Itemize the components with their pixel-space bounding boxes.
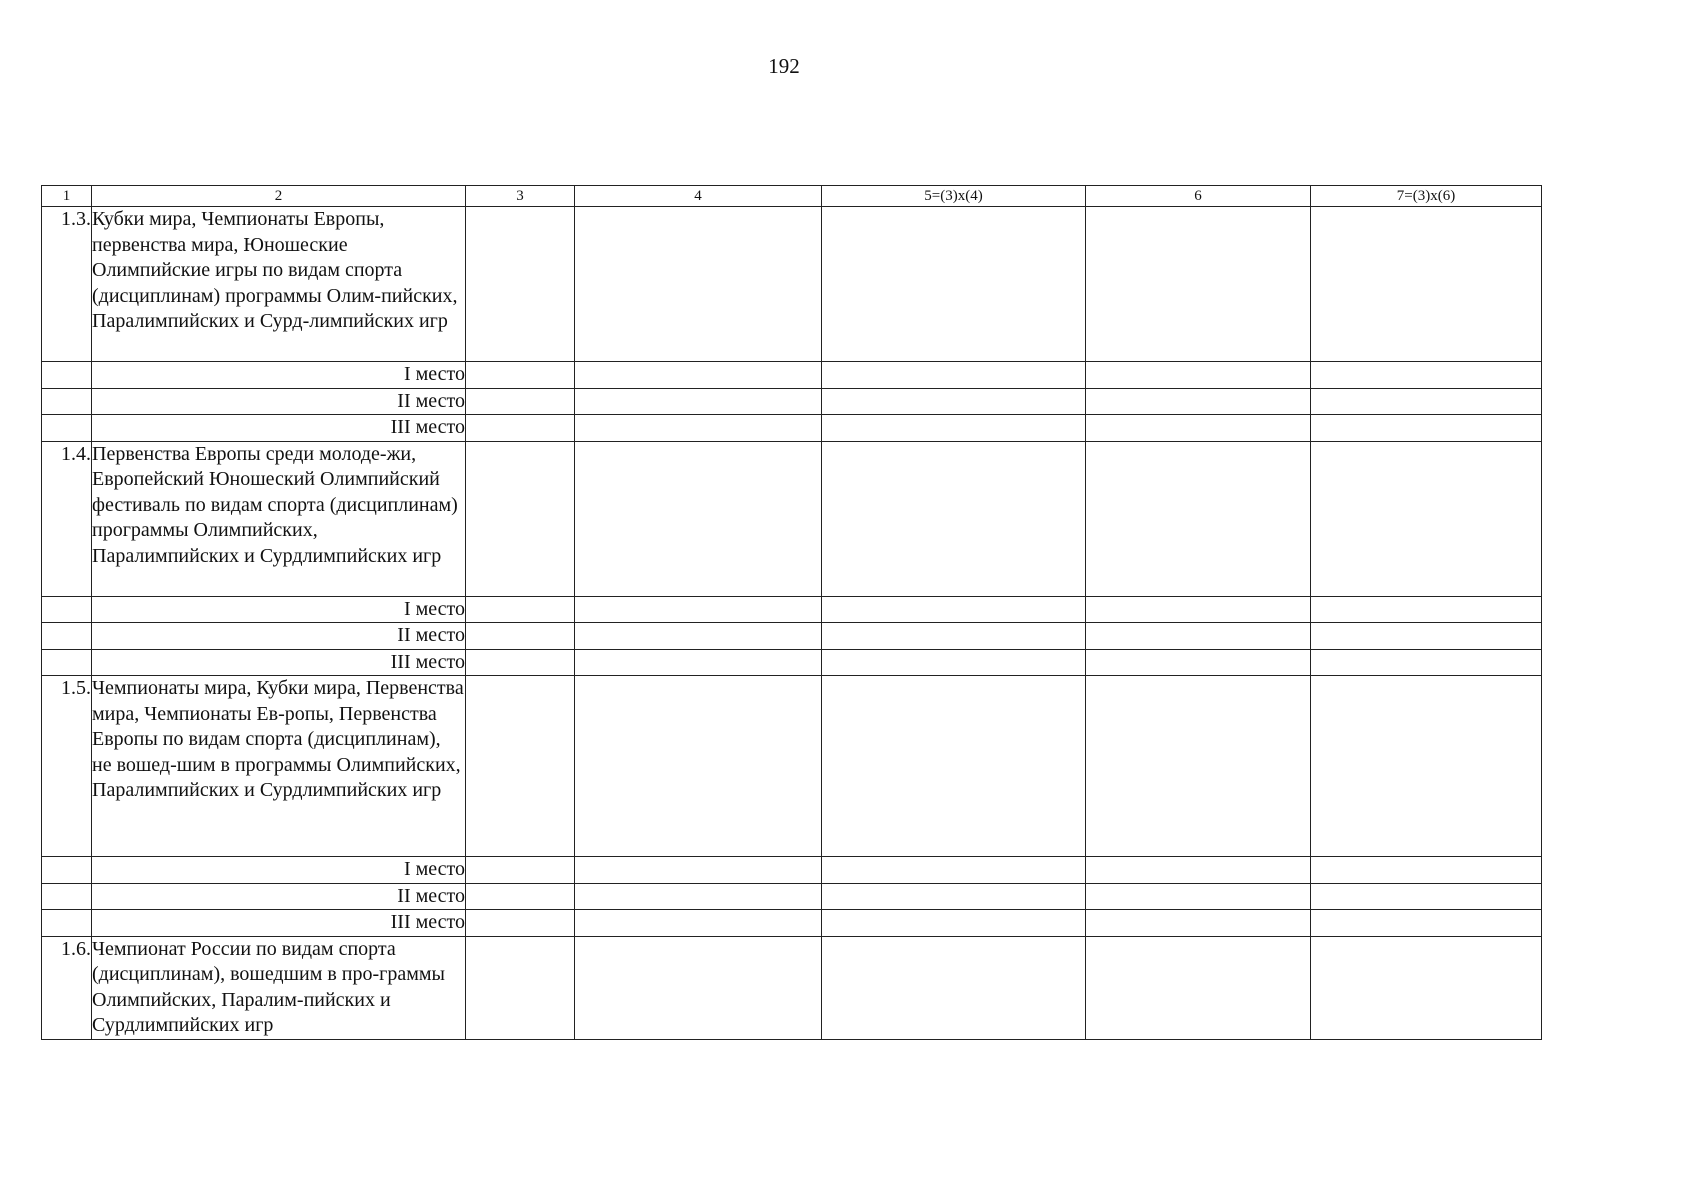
place-label: II место	[92, 623, 466, 650]
value-cell	[1086, 649, 1311, 676]
value-cell	[1086, 910, 1311, 937]
value-cell	[822, 388, 1086, 415]
place-row	[42, 649, 1542, 676]
value-cell	[1311, 910, 1542, 937]
place-row	[42, 857, 1542, 884]
section-description: Чемпионаты мира, Кубки мира, Первенства мира, Чемпионаты Ев-ропы, Первенства Европы по видам спорта (дисциплинам), не вошед-шим в программы Олимпийских, Паралимпийских и Сурдлимпийских игр	[92, 676, 466, 857]
empty-cell	[42, 596, 92, 623]
place-row	[42, 910, 1542, 937]
place-row	[42, 596, 1542, 623]
value-cell	[575, 441, 822, 596]
column-number: 4	[575, 186, 822, 207]
empty-cell	[42, 415, 92, 442]
value-cell	[1086, 883, 1311, 910]
value-cell	[575, 388, 822, 415]
value-cell	[1311, 441, 1542, 596]
place-label: III место	[92, 910, 466, 937]
section-description: Чемпионат России по видам спорта (дисциплинам), вошедшим в про-граммы Олимпийских, Паралим-пийских и Сурдлимпийских игр	[92, 936, 466, 1039]
value-cell	[1311, 649, 1542, 676]
value-cell	[1311, 623, 1542, 650]
empty-cell	[42, 649, 92, 676]
value-cell	[466, 596, 575, 623]
place-row	[42, 623, 1542, 650]
value-cell	[1086, 388, 1311, 415]
value-cell	[1086, 207, 1311, 362]
value-cell	[822, 676, 1086, 857]
value-cell	[1086, 936, 1311, 1039]
place-label: II место	[92, 388, 466, 415]
section-row	[42, 676, 1542, 857]
value-cell	[575, 362, 822, 389]
section-description: Кубки мира, Чемпионаты Европы, первенства мира, Юношеские Олимпийские игры по видам спорта (дисциплинам) программы Олим-пийских, Паралимпийских и Сурд-лимпийских игр	[92, 207, 466, 362]
value-cell	[1086, 362, 1311, 389]
section-number: 1.3.	[42, 207, 92, 362]
value-cell	[1311, 883, 1542, 910]
column-number: 7=(3)x(6)	[1311, 186, 1542, 207]
value-cell	[466, 676, 575, 857]
place-label: I место	[92, 857, 466, 884]
value-cell	[466, 441, 575, 596]
place-row	[42, 388, 1542, 415]
value-cell	[575, 676, 822, 857]
value-cell	[575, 649, 822, 676]
value-cell	[1086, 623, 1311, 650]
place-row	[42, 883, 1542, 910]
value-cell	[1086, 857, 1311, 884]
value-cell	[466, 362, 575, 389]
section-description: Первенства Европы среди молоде-жи, Европейский Юношеский Олимпийский фестиваль по видам спорта (дисциплинам) программы Олимпийских, Паралимпийских и Сурдлимпийских игр	[92, 441, 466, 596]
value-cell	[822, 936, 1086, 1039]
value-cell	[1311, 596, 1542, 623]
place-label: I место	[92, 596, 466, 623]
value-cell	[1311, 362, 1542, 389]
value-cell	[1311, 936, 1542, 1039]
value-cell	[575, 883, 822, 910]
value-cell	[1086, 415, 1311, 442]
value-cell	[575, 596, 822, 623]
place-label: III место	[92, 649, 466, 676]
value-cell	[1086, 596, 1311, 623]
value-cell	[1086, 441, 1311, 596]
value-cell	[575, 857, 822, 884]
empty-cell	[42, 857, 92, 884]
column-number: 6	[1086, 186, 1311, 207]
empty-cell	[42, 362, 92, 389]
value-cell	[822, 441, 1086, 596]
section-number: 1.4.	[42, 441, 92, 596]
value-cell	[1311, 676, 1542, 857]
empty-cell	[42, 910, 92, 937]
section-row	[42, 936, 1542, 1039]
value-cell	[575, 936, 822, 1039]
value-cell	[575, 415, 822, 442]
value-cell	[822, 883, 1086, 910]
value-cell	[1086, 676, 1311, 857]
place-row	[42, 415, 1542, 442]
value-cell	[466, 910, 575, 937]
value-cell	[822, 623, 1086, 650]
place-label: I место	[92, 362, 466, 389]
value-cell	[1311, 415, 1542, 442]
empty-cell	[42, 388, 92, 415]
value-cell	[822, 649, 1086, 676]
value-cell	[575, 623, 822, 650]
value-cell	[466, 388, 575, 415]
value-cell	[1311, 857, 1542, 884]
section-row	[42, 441, 1542, 596]
place-row	[42, 362, 1542, 389]
value-cell	[822, 415, 1086, 442]
value-cell	[466, 623, 575, 650]
value-cell	[1311, 388, 1542, 415]
section-number: 1.6.	[42, 936, 92, 1039]
value-cell	[466, 857, 575, 884]
column-number-row	[42, 186, 1542, 207]
value-cell	[575, 207, 822, 362]
section-row	[42, 207, 1542, 362]
value-cell	[466, 415, 575, 442]
value-cell	[466, 649, 575, 676]
value-cell	[466, 207, 575, 362]
place-label: III место	[92, 415, 466, 442]
value-cell	[822, 857, 1086, 884]
value-cell	[822, 207, 1086, 362]
place-label: II место	[92, 883, 466, 910]
empty-cell	[42, 883, 92, 910]
value-cell	[822, 910, 1086, 937]
value-cell	[822, 362, 1086, 389]
column-number: 3	[466, 186, 575, 207]
document-table	[41, 185, 1542, 1040]
section-number: 1.5.	[42, 676, 92, 857]
column-number: 2	[92, 186, 466, 207]
empty-cell	[42, 623, 92, 650]
value-cell	[575, 910, 822, 937]
value-cell	[466, 883, 575, 910]
value-cell	[822, 596, 1086, 623]
column-number: 1	[42, 186, 92, 207]
page-number: 192	[768, 54, 800, 78]
column-number: 5=(3)x(4)	[822, 186, 1086, 207]
value-cell	[466, 936, 575, 1039]
value-cell	[1311, 207, 1542, 362]
